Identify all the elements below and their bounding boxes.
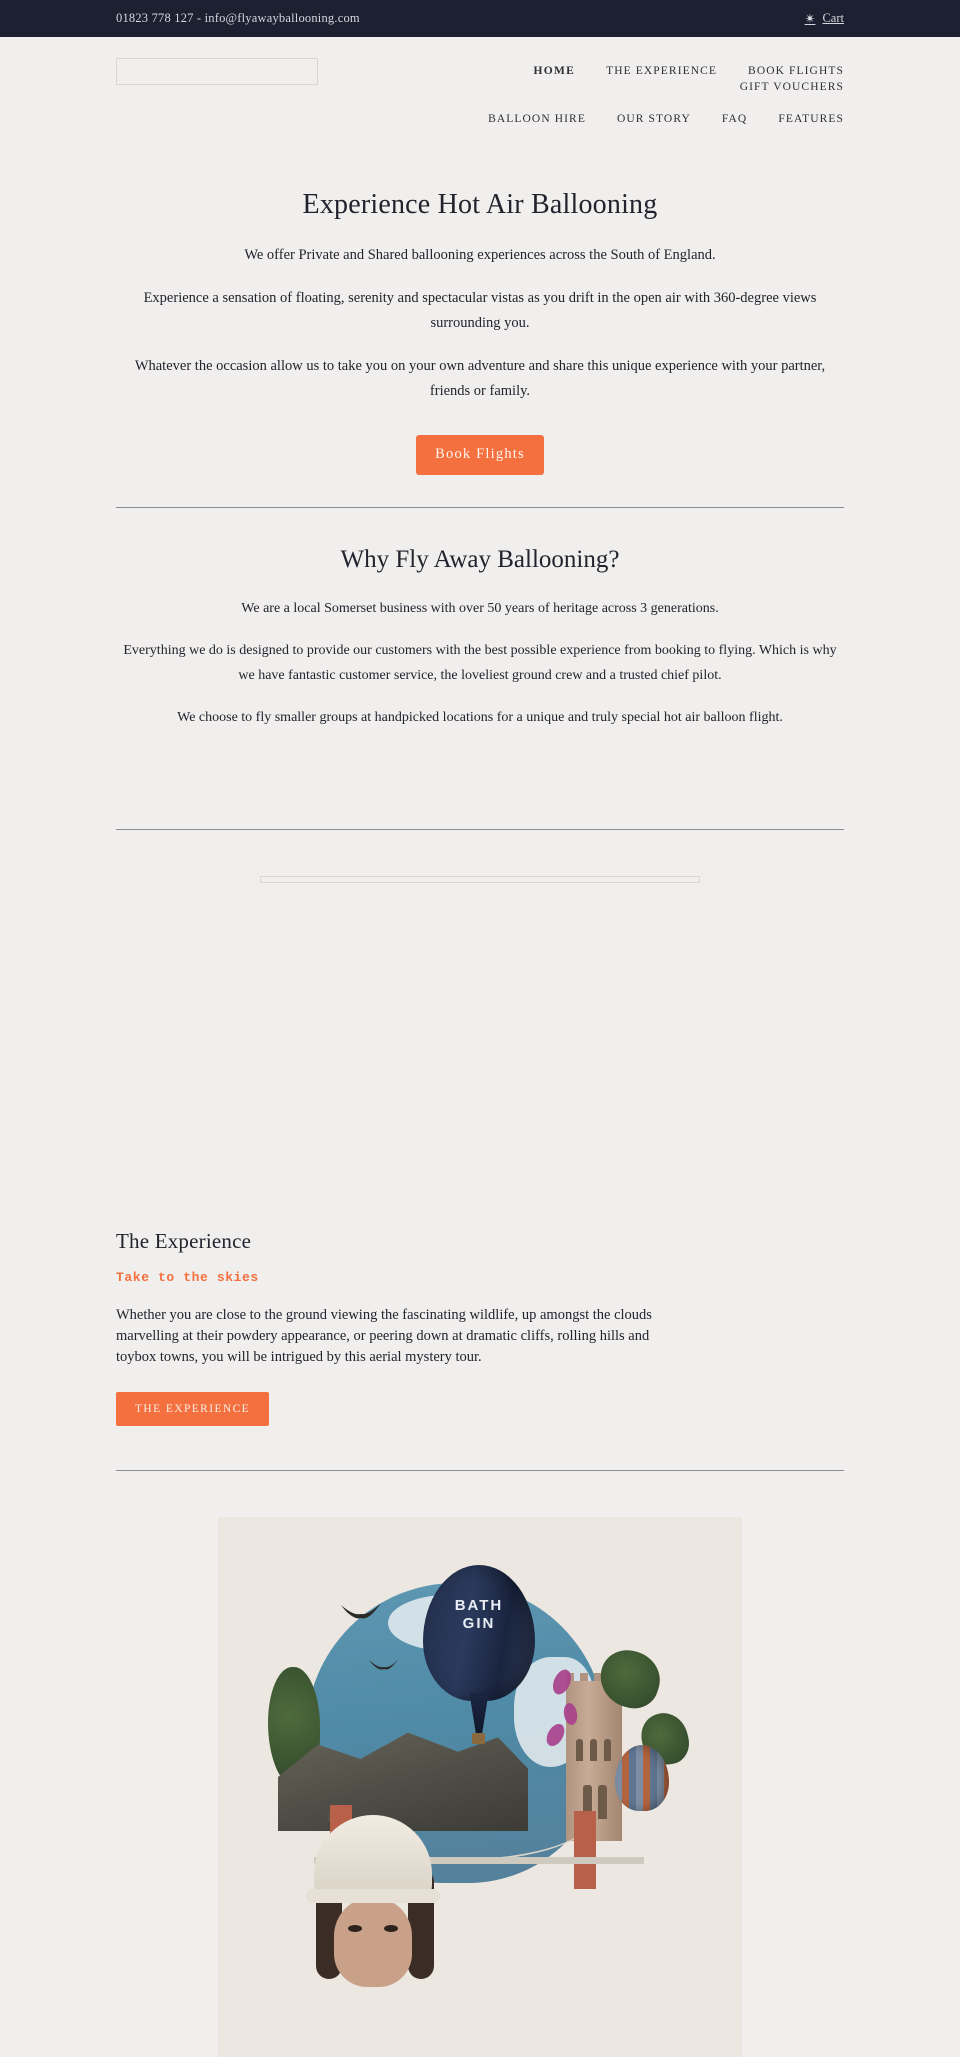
- why-paragraph-1: We are a local Somerset business with over 50 years of heritage across 3 generations.: [241, 601, 719, 616]
- hero-section: [0, 127, 960, 507]
- nav-item-our-story[interactable]: OUR STORY: [616, 112, 691, 125]
- secondary-balloon: [615, 1745, 669, 1811]
- contact-info: 01823 778 127 - info@flyawayballooning.com: [116, 11, 360, 25]
- experience-subtitle: Take to the skies: [116, 1270, 259, 1285]
- nav-item-balloon-hire[interactable]: BALLOON HIRE: [488, 112, 586, 125]
- balloon-basket: [472, 1733, 485, 1744]
- nav-item-features[interactable]: FEATURES: [778, 112, 844, 125]
- hero-paragraph-3: Whatever the occasion allow us to take you on your own adventure and share this unique experience with your partner, friends or family.: [134, 358, 826, 399]
- balloon-brand-text: [423, 1597, 535, 1633]
- nav-item-faq[interactable]: FAQ: [721, 112, 748, 125]
- page-title: Experience Hot Air Ballooning: [302, 189, 658, 220]
- bridge-tower: [574, 1811, 596, 1889]
- nav-item-book-flights[interactable]: BOOK FLIGHTS: [748, 64, 844, 77]
- nav-row-secondary: [392, 111, 844, 127]
- tower-window: [604, 1739, 611, 1761]
- why-title: Why Fly Away Ballooning?: [340, 546, 620, 573]
- why-spacer: [116, 747, 844, 819]
- experience-body: Whether you are close to the ground viewing the fascinating wildlife, up amongst the clouds marvelling at their powdery appearance, or peering down at dramatic cliffs, rolling hills and toybox towns, you will be intrigued by this aerial mystery tour.: [116, 1307, 652, 1365]
- cart-link[interactable]: [805, 11, 844, 26]
- why-paragraph-3: We choose to fly smaller groups at handpicked locations for a unique and truly special hot air balloon flight.: [177, 710, 783, 725]
- nav-item-gift-vouchers[interactable]: GIFT VOUCHERS: [739, 80, 844, 93]
- person-eye: [348, 1925, 362, 1932]
- hero-paragraph-1: We offer Private and Shared ballooning experiences across the South of England.: [244, 247, 716, 263]
- helmet-brim: [306, 1889, 440, 1903]
- experience-button[interactable]: THE EXPERIENCE: [116, 1392, 269, 1426]
- embed-gap: [0, 883, 960, 1229]
- bird-icon: [368, 1657, 400, 1673]
- asterisk-icon: ✴: [804, 11, 816, 26]
- person-face: [334, 1897, 412, 1987]
- site-logo[interactable]: [116, 58, 318, 85]
- experience-section: [0, 1229, 960, 1470]
- why-paragraph-2: Everything we do is designed to provide our customers with the best possible experience from booking to flying. Which is why we have fantastic customer service, the loveliest ground crew and a trusted chief pilot.: [123, 643, 837, 683]
- bird-icon: [340, 1601, 382, 1623]
- balloon-brand-line-1: BATH: [454, 1597, 504, 1614]
- tower-window: [598, 1785, 607, 1819]
- tower-window: [590, 1739, 597, 1761]
- nav-row-primary: [392, 63, 844, 95]
- nav-item-the-experience[interactable]: THE EXPERIENCE: [606, 64, 718, 77]
- site-header: [0, 37, 960, 127]
- tower-window: [576, 1739, 583, 1761]
- nav-item-home[interactable]: HOME: [533, 64, 576, 77]
- top-utility-bar: [0, 0, 960, 37]
- bath-gin-balloon: [423, 1565, 535, 1701]
- person-eye: [384, 1925, 398, 1932]
- main-navigation: [392, 51, 844, 127]
- video-embed-section: [0, 830, 960, 883]
- collage-image: [218, 1517, 742, 2057]
- gallery-section: [0, 1471, 960, 2057]
- why-section: [0, 508, 960, 829]
- balloon-brand-line-2: GIN: [462, 1615, 496, 1632]
- cart-label: Cart: [822, 11, 844, 25]
- book-flights-button[interactable]: Book Flights: [416, 435, 544, 475]
- video-embed-placeholder[interactable]: [260, 876, 700, 883]
- experience-title: The Experience: [116, 1229, 252, 1253]
- hero-paragraph-2: Experience a sensation of floating, serenity and spectacular vistas as you drift in the open air with 360-degree views surrounding you.: [143, 290, 817, 331]
